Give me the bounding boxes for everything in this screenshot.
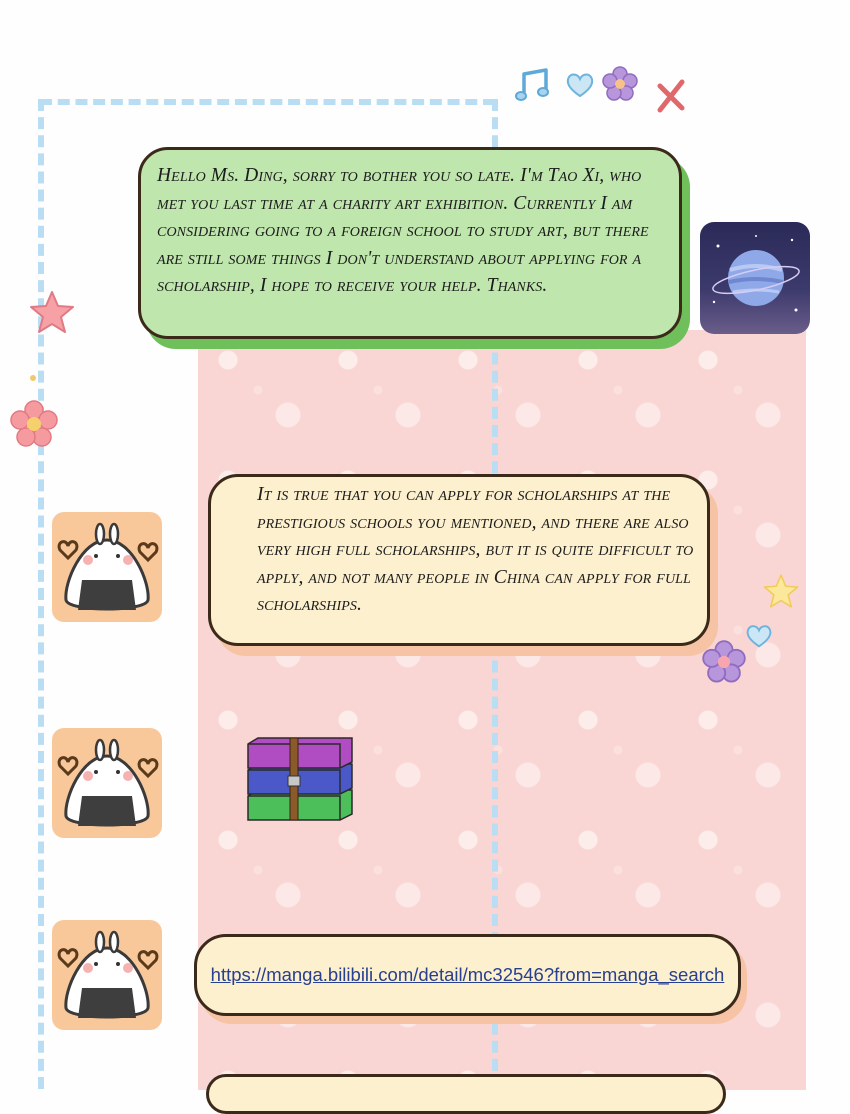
flower-icon (10, 400, 58, 448)
rice-ball-bunny-icon (52, 920, 162, 1030)
planet-icon (700, 222, 810, 334)
flower-icon (602, 66, 638, 102)
star-icon (28, 288, 76, 336)
next-message-bubble (206, 1074, 726, 1114)
rice-ball-bunny-avatar[interactable] (52, 728, 162, 838)
incoming-message-bubble (138, 147, 682, 339)
dashed-frame-left (38, 99, 44, 1089)
heart-icon (744, 622, 774, 650)
rice-ball-bunny-icon (52, 728, 162, 838)
cross-icon (654, 78, 688, 114)
heart-icon (564, 72, 596, 98)
flower-icon (702, 640, 746, 684)
star-icon (762, 572, 800, 610)
reply-message-text: It is true that you can apply for scholarships at the prestigious schools you mentioned, and there are also very high full scholarships, but it is quite difficult to apply, and not many people in China can apply for full scholarships. (257, 484, 694, 616)
winrar-archive-icon[interactable] (244, 736, 356, 822)
rice-ball-bunny-avatar[interactable] (52, 512, 162, 622)
reply-message-bubble (208, 474, 710, 646)
shared-link[interactable]: https://manga.bilibili.com/detail/mc32546?from=manga_search (210, 964, 725, 985)
rice-ball-bunny-avatar[interactable] (52, 920, 162, 1030)
music-note-icon (514, 66, 552, 104)
rice-ball-bunny-icon (52, 512, 162, 622)
dot-decoration (30, 375, 36, 381)
dashed-frame-top (40, 99, 495, 105)
link-message-bubble (194, 934, 741, 1016)
planet-avatar[interactable] (700, 222, 810, 334)
incoming-message-text: Hello Ms. Ding, sorry to bother you so late. I'm Tao Xi, who met you last time at a charity art exhibition. Currently I am considering going to a foreign school to study art, but there are still some things I don't understand about applying for a scholarship, I hope to receive your help. Thanks. (157, 165, 649, 296)
